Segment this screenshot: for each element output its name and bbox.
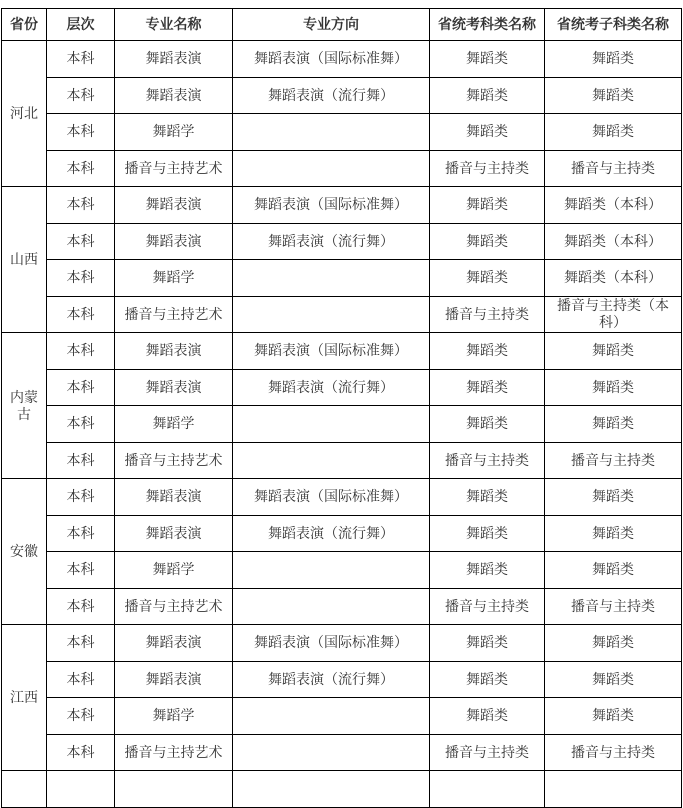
table-row xyxy=(2,552,682,589)
cell-major-name: 播音与主持艺术 xyxy=(115,150,233,187)
table-row xyxy=(2,661,682,698)
cell-exam-category: 播音与主持类 xyxy=(430,734,545,771)
cell-level xyxy=(47,771,115,808)
cell-level: 本科 xyxy=(47,442,115,479)
cell-exam-category: 舞蹈类 xyxy=(430,698,545,735)
cell-exam-subcategory: 舞蹈类（本科） xyxy=(545,187,682,224)
cell-major-name: 舞蹈表演 xyxy=(115,333,233,370)
table-row xyxy=(2,698,682,735)
province-cell: 内蒙古 xyxy=(2,333,47,479)
cell-exam-subcategory: 播音与主持类 xyxy=(545,442,682,479)
cell-exam-category: 舞蹈类 xyxy=(430,333,545,370)
cell-exam-subcategory: 播音与主持类 xyxy=(545,150,682,187)
province-cell: 江西 xyxy=(2,625,47,771)
table-row xyxy=(2,260,682,297)
cell-major-name: 播音与主持艺术 xyxy=(115,588,233,625)
table-body xyxy=(2,41,682,808)
cell-exam-category: 舞蹈类 xyxy=(430,625,545,662)
cell-major-name: 舞蹈表演 xyxy=(115,479,233,516)
cell-major-direction: 舞蹈表演（国际标准舞） xyxy=(233,479,430,516)
cell-major-direction xyxy=(233,698,430,735)
cell-level: 本科 xyxy=(47,333,115,370)
cell-level: 本科 xyxy=(47,187,115,224)
cell-major-name: 舞蹈学 xyxy=(115,698,233,735)
table-row xyxy=(2,114,682,151)
cell-exam-subcategory: 舞蹈类 xyxy=(545,661,682,698)
cell-major-direction: 舞蹈表演（流行舞） xyxy=(233,223,430,260)
cell-major-direction xyxy=(233,734,430,771)
table-row xyxy=(2,734,682,771)
cell-exam-subcategory: 舞蹈类 xyxy=(545,114,682,151)
cell-exam-subcategory: 舞蹈类 xyxy=(545,479,682,516)
cell-level: 本科 xyxy=(47,734,115,771)
table-row xyxy=(2,442,682,479)
province-cell: 安徽 xyxy=(2,479,47,625)
cell-major-name: 舞蹈表演 xyxy=(115,187,233,224)
cell-exam-category: 舞蹈类 xyxy=(430,260,545,297)
cell-major-name: 播音与主持艺术 xyxy=(115,296,233,333)
table-row xyxy=(2,223,682,260)
cell-exam-category: 舞蹈类 xyxy=(430,661,545,698)
cell-exam-category: 舞蹈类 xyxy=(430,114,545,151)
cell-exam-category: 舞蹈类 xyxy=(430,515,545,552)
cell-major-name: 播音与主持艺术 xyxy=(115,442,233,479)
header-level: 层次 xyxy=(47,9,115,41)
cell-level: 本科 xyxy=(47,661,115,698)
cell-level: 本科 xyxy=(47,77,115,114)
cell-exam-category: 舞蹈类 xyxy=(430,479,545,516)
table-row xyxy=(2,77,682,114)
cell-level: 本科 xyxy=(47,223,115,260)
cell-exam-category xyxy=(430,771,545,808)
table-header xyxy=(2,9,682,41)
province-cell xyxy=(2,771,47,808)
cell-exam-subcategory: 播音与主持类（本科） xyxy=(545,296,682,333)
cell-major-direction xyxy=(233,296,430,333)
cell-major-direction xyxy=(233,260,430,297)
cell-major-name: 舞蹈表演 xyxy=(115,223,233,260)
cell-exam-category: 舞蹈类 xyxy=(430,369,545,406)
cell-exam-subcategory: 舞蹈类 xyxy=(545,552,682,589)
cell-level: 本科 xyxy=(47,41,115,78)
cell-major-name: 舞蹈学 xyxy=(115,552,233,589)
cell-exam-subcategory: 舞蹈类 xyxy=(545,515,682,552)
header-province: 省份 xyxy=(2,9,47,41)
cell-major-name: 舞蹈学 xyxy=(115,406,233,443)
province-cell: 河北 xyxy=(2,41,47,187)
cell-major-direction xyxy=(233,771,430,808)
cell-major-direction: 舞蹈表演（流行舞） xyxy=(233,661,430,698)
table-row xyxy=(2,588,682,625)
cell-level: 本科 xyxy=(47,150,115,187)
cell-major-direction: 舞蹈表演（流行舞） xyxy=(233,515,430,552)
cell-exam-subcategory: 舞蹈类（本科） xyxy=(545,223,682,260)
table-row xyxy=(2,406,682,443)
admissions-table xyxy=(1,8,682,808)
cell-exam-subcategory: 舞蹈类 xyxy=(545,77,682,114)
province-cell: 山西 xyxy=(2,187,47,333)
cell-exam-category: 播音与主持类 xyxy=(430,588,545,625)
cell-major-direction: 舞蹈表演（国际标准舞） xyxy=(233,333,430,370)
cell-major-name: 舞蹈表演 xyxy=(115,77,233,114)
cell-exam-subcategory: 舞蹈类（本科） xyxy=(545,260,682,297)
header-major-direction: 专业方向 xyxy=(233,9,430,41)
cell-exam-category: 播音与主持类 xyxy=(430,442,545,479)
cell-exam-subcategory: 播音与主持类 xyxy=(545,588,682,625)
cell-level: 本科 xyxy=(47,625,115,662)
cell-exam-subcategory: 舞蹈类 xyxy=(545,406,682,443)
cell-level: 本科 xyxy=(47,369,115,406)
cell-exam-subcategory: 舞蹈类 xyxy=(545,369,682,406)
cell-level: 本科 xyxy=(47,260,115,297)
cell-major-name: 舞蹈表演 xyxy=(115,41,233,78)
cell-major-name: 舞蹈表演 xyxy=(115,515,233,552)
cell-exam-category: 舞蹈类 xyxy=(430,77,545,114)
cell-major-direction: 舞蹈表演（国际标准舞） xyxy=(233,187,430,224)
cell-exam-subcategory xyxy=(545,771,682,808)
cell-level: 本科 xyxy=(47,114,115,151)
cell-major-direction: 舞蹈表演（流行舞） xyxy=(233,369,430,406)
cell-major-name: 舞蹈学 xyxy=(115,114,233,151)
cell-level: 本科 xyxy=(47,515,115,552)
cell-major-name: 舞蹈表演 xyxy=(115,661,233,698)
cell-exam-category: 舞蹈类 xyxy=(430,406,545,443)
table-row-partial xyxy=(2,771,682,808)
header-exam-category: 省统考科类名称 xyxy=(430,9,545,41)
cell-exam-category: 舞蹈类 xyxy=(430,41,545,78)
table-row xyxy=(2,515,682,552)
cell-exam-category: 舞蹈类 xyxy=(430,223,545,260)
cell-exam-subcategory: 舞蹈类 xyxy=(545,625,682,662)
cell-exam-category: 播音与主持类 xyxy=(430,150,545,187)
cell-exam-subcategory: 舞蹈类 xyxy=(545,41,682,78)
table-row xyxy=(2,369,682,406)
table-row xyxy=(2,479,682,516)
cell-major-name: 舞蹈表演 xyxy=(115,625,233,662)
cell-major-name: 舞蹈学 xyxy=(115,260,233,297)
header-row xyxy=(2,9,682,41)
table-row xyxy=(2,625,682,662)
cell-major-direction xyxy=(233,114,430,151)
cell-major-direction xyxy=(233,406,430,443)
table-row xyxy=(2,333,682,370)
table-row xyxy=(2,41,682,78)
cell-level: 本科 xyxy=(47,552,115,589)
cell-level: 本科 xyxy=(47,698,115,735)
cell-major-direction xyxy=(233,150,430,187)
table-row xyxy=(2,296,682,333)
cell-major-direction: 舞蹈表演（流行舞） xyxy=(233,77,430,114)
cell-exam-subcategory: 舞蹈类 xyxy=(545,698,682,735)
cell-exam-category: 舞蹈类 xyxy=(430,187,545,224)
cell-exam-category: 舞蹈类 xyxy=(430,552,545,589)
cell-major-name: 舞蹈表演 xyxy=(115,369,233,406)
cell-major-direction xyxy=(233,442,430,479)
table-row xyxy=(2,150,682,187)
table-row xyxy=(2,187,682,224)
cell-level: 本科 xyxy=(47,479,115,516)
header-major-name: 专业名称 xyxy=(115,9,233,41)
cell-exam-subcategory: 播音与主持类 xyxy=(545,734,682,771)
cell-level: 本科 xyxy=(47,588,115,625)
cell-level: 本科 xyxy=(47,406,115,443)
cell-major-direction: 舞蹈表演（国际标准舞） xyxy=(233,625,430,662)
cell-major-name: 播音与主持艺术 xyxy=(115,734,233,771)
header-exam-subcategory: 省统考子科类名称 xyxy=(545,9,682,41)
cell-major-direction xyxy=(233,552,430,589)
cell-major-direction xyxy=(233,588,430,625)
cell-major-direction: 舞蹈表演（国际标准舞） xyxy=(233,41,430,78)
cell-level: 本科 xyxy=(47,296,115,333)
cell-major-name xyxy=(115,771,233,808)
cell-exam-subcategory: 舞蹈类 xyxy=(545,333,682,370)
cell-exam-category: 播音与主持类 xyxy=(430,296,545,333)
